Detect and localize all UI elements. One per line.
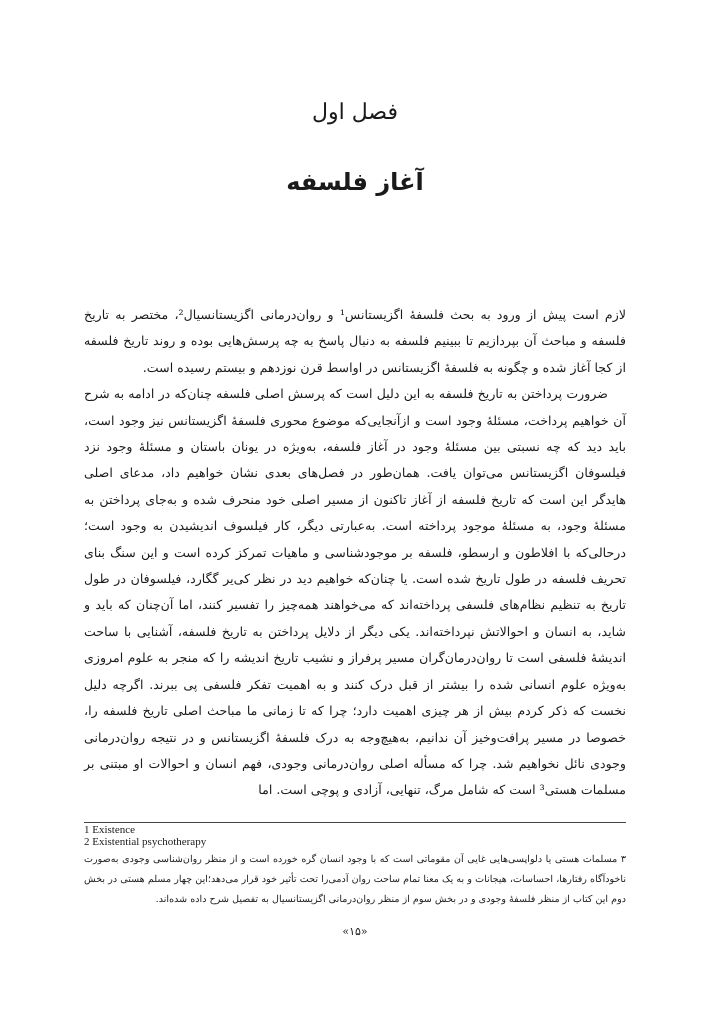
- footnote-1: 1 Existence: [84, 824, 136, 836]
- paragraph-1: لازم است پیش از ورود به بحث فلسفهٔ اگزیستانس¹ و روان‌درمانی اگزیستانسیال²، مختصر به تاریخ فلسفه و مباحث آن بپردازیم تا ببینیم فلسفه به دنبال پاسخ به چه پرسش‌هایی بوده و روند تاریخ فلسفه از کجا آغاز شده و چگونه به فلسفهٔ اگزیستانس در اواسط قرن نوزدهم و بیستم رسیده است.: [84, 307, 626, 375]
- chapter-label: فصل اول: [312, 100, 398, 125]
- footnote-divider: [84, 822, 626, 823]
- footnote-2: 2 Existential psychotherapy: [84, 836, 207, 848]
- page-number: «۱۵»: [342, 925, 368, 938]
- footnote-3: ۳ مسلمات هستی یا دلواپسی‌هایی غایی آن مقوماتی است که با وجود انسان گره خورده است و از منظر روان‌شناسی وجودی به‌صورت ناخودآگاه رفتارها، احساسات، هیجانات و به یک معنا تمام ساحت روان آدمی‌را تحت تأثیر خود قرار می‌دهد؛این چهار مسلم هستی در بخش دوم این کتاب از منظر فلسفهٔ وجودی و در بخش سوم از منظر روان‌درمانی اگزیستانسیال به تفصیل شرح داده شده‌اند.: [84, 854, 626, 905]
- chapter-title: آغاز فلسفه: [286, 168, 424, 196]
- body-text: [84, 302, 626, 804]
- paragraph-2: ضرورت پرداختن به تاریخ فلسفه به این دلیل است که پرسش اصلی فلسفه چنان‌که در ادامه به شرح آن خواهیم پرداخت، مسئلهٔ وجود است و ازآنجایی‌که موضوع محوری فلسفهٔ اگزیستانس نیز وجود است، باید دید که چه نسبتی بین مسئلهٔ وجود در آغاز فلسفه، به‌ویژه در یونان باستان و مسئلهٔ وجود نزد فیلسوفان اگزیستانس می‌توان یافت. همان‌طور در فصل‌های بعدی نشان خواهیم داد، مدعای اصلی هایدگر این است که تاریخ فلسفه از آغاز تاکنون از مسیر اصلی خود منحرف شده و به‌جای پرداختن به مسئلهٔ وجود، به مسئلهٔ موجود پرداخته است. به‌عبارتی دیگر، کار فیلسوف اندیشیدن به وجود است؛ درحالی‌که با افلاطون و ارسطو، فلسفه بر موجودشناسی و ماهیات تمرکز کرده است و این سنگ بنای تحریف فلسفه در طول تاریخ شده است. یا چنان‌که خواهیم دید در نظر کی‌یر گگارد، فیلسوفان در طول تاریخ به تنظیم نظام‌های فلسفی پرداخته‌اند که می‌خواهند همه‌چیز را تفسیر کنند، اما آن‌چنان که باید و شاید، به انسان و احوالاتش نپرداخته‌اند. یکی دیگر از دلایل پرداختن به تاریخ فلسفه، آشنایی با ساحت اندیشهٔ فلسفی است تا روان‌درمان‌گران مسیر پرفراز و نشیب تاریخ اندیشه را که منجر به علوم امروزی به‌ویژه علوم انسانی شده را بیشتر از قبل درک کنند و به اهمیت تفکر فلسفی پی ببرند. اگرچه دلیل نخست که ذکر کردم بیش از هر چیزی اهمیت دارد؛ چرا که تا زمانی ما مباحث اصلی تاریخ فلسفه را، خصوصا در مسیر پرافت‌وخیز آن ندانیم، به‌هیچ‌وجه به درک فلسفهٔ اگزیستانس و در نتیجه روان‌درمانی وجودی نائل نخواهیم شد. چرا که مسأله اصلی روان‌درمانی وجودی، فهم انسان و احوالات او مبتنی بر مسلمات هستی³ است که شامل مرگ، تنهایی، آزادی و پوچی است. اما: [84, 386, 626, 798]
